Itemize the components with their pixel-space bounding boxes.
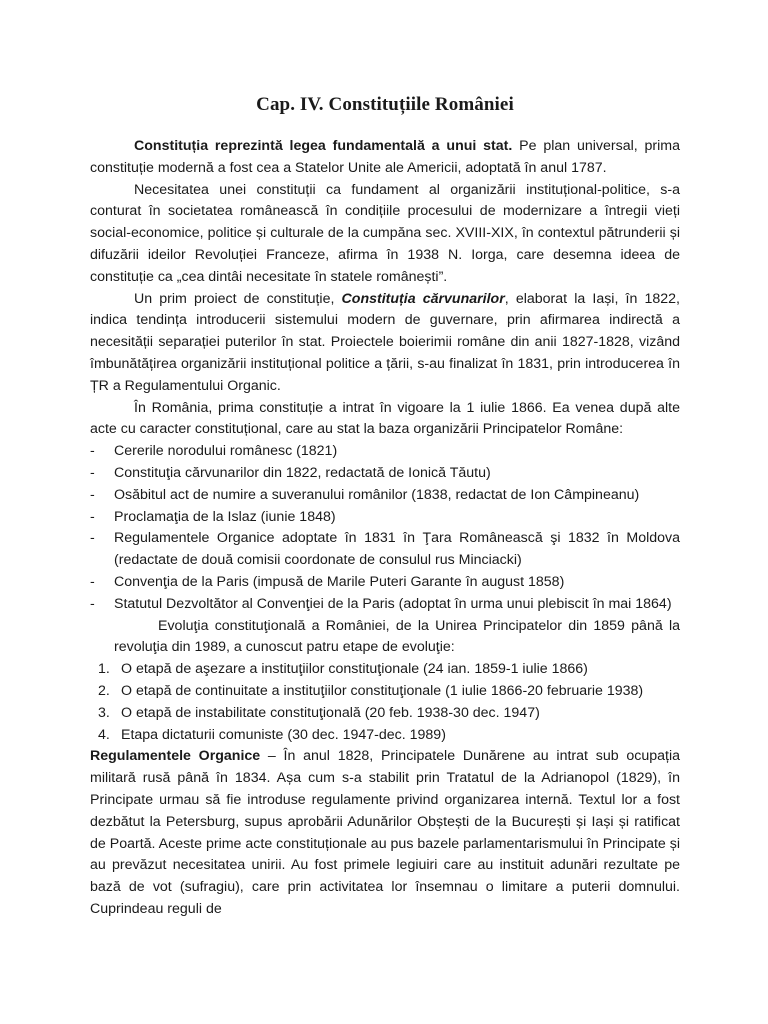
list-item [90, 725, 680, 747]
dash-marker: - [90, 464, 95, 481]
list-item-text: Cererile norodului românesc (1821) [114, 443, 338, 460]
list-item [90, 659, 680, 681]
list-item-text: Regulamentele Organice adoptate în 1831 în Ţara Românească şi 1832 în Moldova (redactate de două comisii coordonate de consulul rus Minciacki) [114, 530, 680, 569]
paragraph-evolution: Evoluţia constituţională a României, de la Unirea Principatelor din 1859 până la revoluţia din 1989, a cunoscut patru etape de evoluţie: [114, 617, 680, 656]
stage-text: O etapă de instabilitate constituţională (20 feb. 1938-30 dec. 1947) [121, 704, 540, 721]
list-item-text: Proclamaţia de la Islaz (iunie 1848) [114, 508, 336, 525]
dash-marker: - [90, 443, 95, 460]
dash-marker: - [90, 573, 95, 590]
stage-number: 4. [98, 726, 110, 743]
list-item [90, 463, 680, 485]
list-item [90, 572, 680, 594]
dash-marker: - [90, 486, 95, 503]
dash-marker: - [90, 530, 95, 547]
page-title: Cap. IV. Constituțiile României [256, 94, 514, 115]
list-item-text: Constituţia cărvunarilor din 1822, redactată de Ionică Tăutu) [114, 464, 491, 481]
list-item [90, 681, 680, 703]
definition-rest: Pe plan universal, prima constituție modernă a fost cea a Statelor Unite ale Americii, adoptată în anul 1787. [90, 138, 681, 176]
list-item [90, 594, 680, 616]
stage-text: O etapă de aşezare a instituţiilor constituţionale (24 ian. 1859-1 iulie 1866) [121, 661, 588, 678]
paragraph-organic-regulations [90, 746, 680, 920]
list-item [90, 703, 680, 725]
stage-number: 2. [98, 682, 110, 699]
paragraph-first-project [90, 289, 680, 398]
stage-text: Etapa dictaturii comuniste (30 dec. 1947-dec. 1989) [121, 726, 446, 743]
first-project-after: , elaborat la Iași, în 1822, indica tendința introducerii sistemului modern de guvernare, prin afirmarea indirectă a necesității separației puterilor în stat. Proiectele boierimii române din anii 1827-1828, vizând îmbunătățirea organizării instituțional politice a țării, s-au finalizat în 1831, prin introducerea în ȚR a Regulamentului Organic. [90, 290, 680, 394]
definition-bold: Constituția reprezintă legea fundamentală a unui stat. [134, 138, 513, 154]
list-item [90, 507, 680, 529]
first-project-before: Un prim proiect de constituție, [134, 290, 342, 307]
dash-marker: - [90, 595, 95, 612]
first-project-emphasis: Constituția cărvunarilor [341, 290, 505, 307]
constitutional-acts-list [90, 441, 680, 615]
stage-number: 3. [98, 704, 110, 721]
organic-regulations-bold: Regulamentele Organice [90, 748, 261, 765]
list-item-text: Statutul Dezvoltător al Convenţiei de la Paris (adoptat în urma unui plebiscit în mai 1864) [114, 595, 672, 612]
dash-marker: - [90, 508, 95, 525]
list-item [90, 441, 680, 463]
paragraph-first-constitution: În România, prima constituție a intrat în vigoare la 1 iulie 1866. Ea venea după alte acte cu caracter constituțional, care au stat la baza organizării Principatelor Române: [90, 399, 680, 438]
list-item-text: Convenţia de la Paris (impusă de Marile Puteri Garante în august 1858) [114, 573, 565, 590]
stage-text: O etapă de continuitate a instituţiilor constituţionale (1 iulie 1866-20 februarie 1938) [121, 682, 644, 699]
list-item [90, 528, 680, 572]
list-item [90, 485, 680, 507]
evolution-stages-list [90, 659, 680, 746]
paragraph-definition [90, 136, 680, 180]
list-item-text: Osăbitul act de numire a suveranului românilor (1838, redactat de Ion Câmpineanu) [114, 486, 640, 503]
stage-number: 1. [98, 661, 110, 678]
organic-regulations-rest: – În anul 1828, Principatele Dunărene au intrat sub ocupația militară rusă până în 1834. Așa cum s-a stabilit prin Tratatul de la Adrianopol (1829), în Principate urmau să fie introduse regulamente privind organizarea internă. Textul lor a fost dezbătut la Petersburg, supus aprobării Adunărilor Obștești de la București și Iași și ratificat de Poartă. Aceste prime acte constituționale au pus bazele parlamentarismului în Principate și au prevăzut necesitatea unirii. Au fost primele legiuiri care au instituit adunări rezultate pe bază de vot (sufragiu), care prin activitatea lor însemnau o limitare a puterii domnului. Cuprindeau reguli de [90, 748, 680, 917]
paragraph-necessity: Necesitatea unei constituții ca fundament al organizării instituțional-politice, s-a conturat în societatea românească în condițiile procesului de modernizare a întregii vieți social-economice, politice și culturale de la cumpăna sec. XVIII-XIX, în contextul pătrunderii și difuzării ideilor Revoluției Franceze, afirma în 1938 N. Iorga, care desemna ideea de constituție ca „cea dintâi necesitate în statele românești”. [90, 181, 680, 285]
